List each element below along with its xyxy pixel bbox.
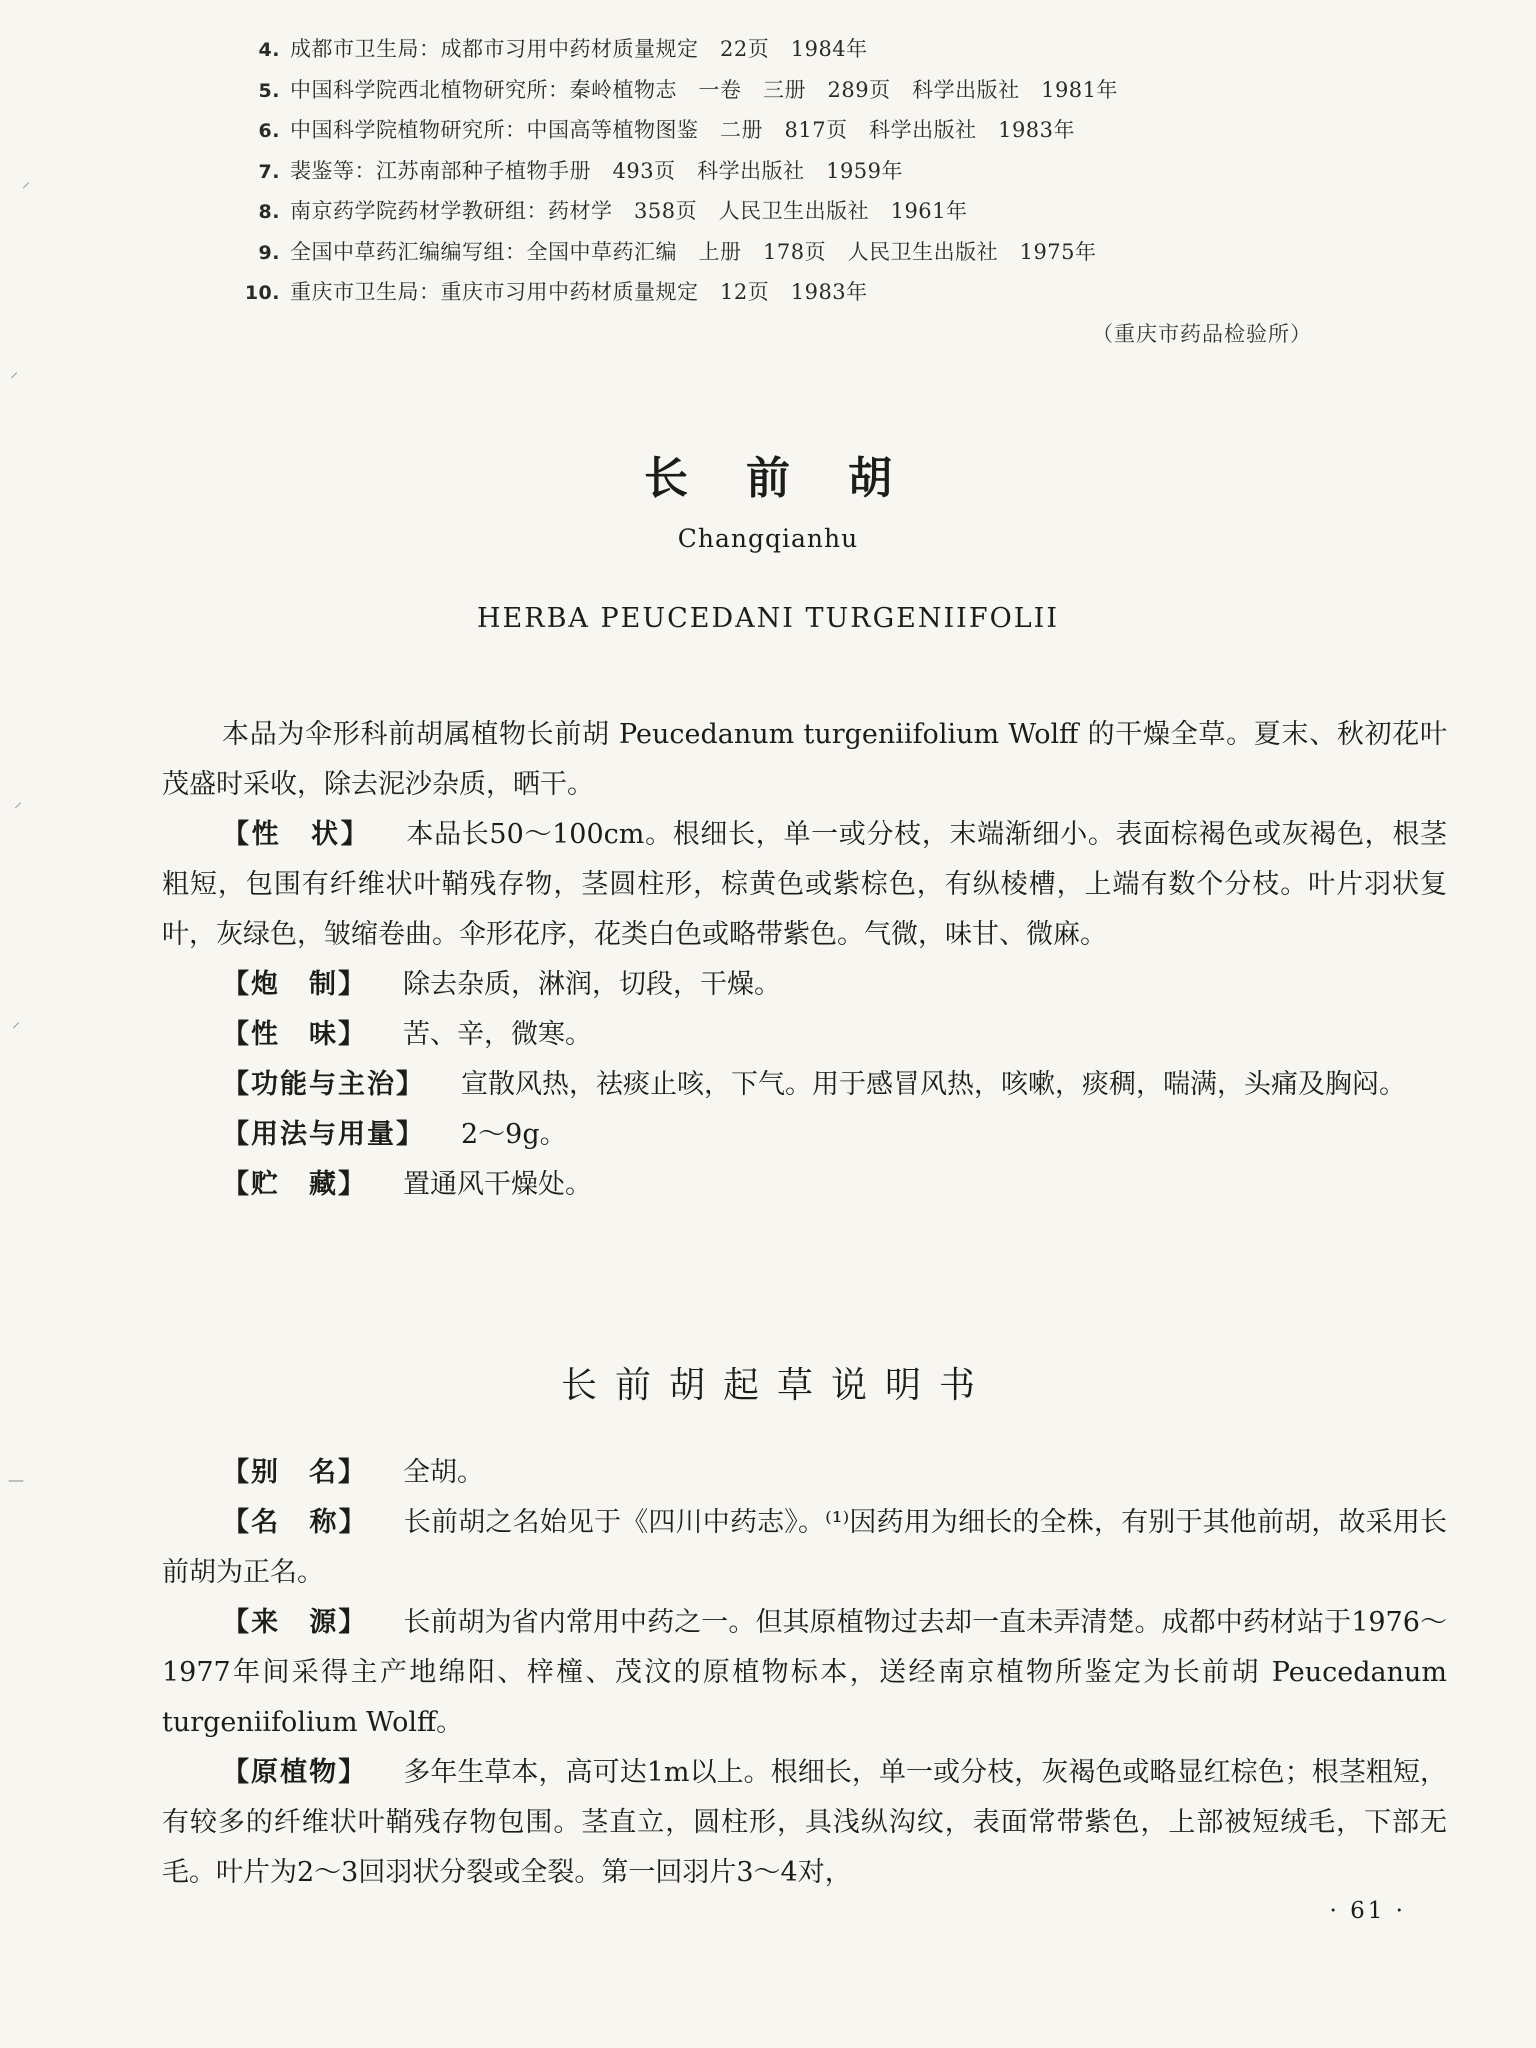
reference-number: 4. [258,39,280,61]
attribution: （重庆市药品检验所） [1092,322,1312,346]
monograph-pinyin: Changqianhu [677,524,859,553]
reference-item [224,30,1364,71]
page-number: · 61 · [1329,1898,1406,1924]
reference-text: 全国中草药汇编编写组：全国中草药汇编 上册 178页 人民卫生出版社 1975年 [290,239,1097,264]
reference-text: 裴鉴等：江苏南部种子植物手册 493页 科学出版社 1959年 [290,158,904,183]
reference-item [224,233,1364,274]
reference-item [224,192,1364,233]
source-text: 长前胡为省内常用中药之一。但其原植物过去却一直未弄清楚。成都中药材站于1976～1977年间采得主产地绵阳、梓橦、茂汶的原植物标本，送经南京植物所鉴定为长前胡 Peucedanum turgeniifolium Wolff。 [162,1607,1447,1738]
reference-item [224,273,1364,314]
nature-field [162,1010,1447,1060]
properties-field [162,810,1447,960]
source-label: 【来 源】 [222,1607,368,1638]
functions-text: 宣散风热，祛痰止咳，下气。用于感冒风热，咳嗽，痰稠，喘满，头痛及胸闷。 [461,1069,1406,1100]
scan-mark: ⸝ [22,172,31,191]
reference-item [224,111,1364,152]
nature-text: 苦、辛，微寒。 [403,1019,592,1050]
scan-mark: — [8,1470,24,1489]
reference-number: 7. [258,160,280,183]
scan-mark: ⸝ [14,792,23,811]
functions-field [162,1060,1447,1110]
reference-number: 10. [244,282,280,304]
intro-paragraph: 本品为伞形科前胡属植物长前胡 Peucedanum turgeniifolium Wolff 的干燥全草。夏末、秋初花叶茂盛时采收，除去泥沙杂质，晒干。 [162,719,1447,800]
reference-text: 南京药学院药材学教研组：药材学 358页 人民卫生出版社 1961年 [290,199,968,223]
scan-mark: ⸝ [12,1012,21,1031]
reference-number: 5. [258,79,280,102]
drafting-notes-title: 长前胡起草说明书 [560,1365,993,1406]
properties-label: 【性 状】 [222,819,371,850]
reference-text: 重庆市卫生局：重庆市习用中药材质量规定 12页 1983年 [290,280,868,304]
name-label: 【名 称】 [222,1507,368,1538]
reference-number: 8. [258,201,280,223]
name-text: 长前胡之名始见于《四川中药志》。⁽¹⁾因药用为细长的全株，有别于其他前胡，故采用长前胡为正名。 [162,1507,1448,1588]
processing-field [162,960,1447,1010]
nature-label: 【性 味】 [222,1019,367,1050]
alias-field [162,1448,1447,1498]
storage-label: 【贮 藏】 [222,1169,367,1200]
reference-number: 6. [258,120,280,142]
alias-text: 全胡。 [403,1457,484,1488]
plant-field [162,1748,1447,1898]
processing-text: 除去杂质，淋润，切段，干燥。 [403,969,781,1000]
reference-text: 中国科学院植物研究所：中国高等植物图鉴 二册 817页 科学出版社 1983年 [290,118,1076,142]
storage-field [162,1160,1447,1210]
name-field [162,1498,1447,1598]
functions-label: 【功能与主治】 [222,1069,425,1100]
dosage-label: 【用法与用量】 [222,1119,425,1150]
reference-item [224,71,1364,112]
monograph-latin-name: HERBA PEUCEDANI TURGENIIFOLII [477,603,1059,634]
scan-mark: ⸝ [10,362,19,381]
reference-number: 9. [258,241,280,264]
monograph-body [162,710,1447,1210]
reference-text: 成都市卫生局：成都市习用中药材质量规定 22页 1984年 [290,37,868,61]
plant-label: 【原植物】 [222,1757,368,1788]
processing-label: 【炮 制】 [222,969,367,1000]
dosage-text: 2～9g。 [461,1119,567,1150]
plant-text: 多年生草本，高可达1m以上。根细长，单一或分枝，灰褐色或略显红棕色；根茎粗短，有较多的纤维状叶鞘残存物包围。茎直立，圆柱形，具浅纵沟纹，表面常带紫色，上部被短绒毛，下部无毛。叶片为2～3回羽状分裂或全裂。第一回羽片3～4对， [162,1757,1447,1888]
drafting-notes-body [162,1448,1447,1898]
reference-text: 中国科学院西北植物研究所：秦岭植物志 一卷 三册 289页 科学出版社 1981年 [290,77,1119,102]
reference-list [224,30,1364,314]
alias-label: 【别 名】 [222,1457,367,1488]
source-field [162,1598,1447,1748]
reference-item [224,152,1364,193]
properties-text: 本品长50～100cm。根细长，单一或分枝，末端渐细小。表面棕褐色或灰褐色，根茎粗短，包围有纤维状叶鞘残存物，茎圆柱形，棕黄色或紫棕色，有纵棱槽，上端有数个分枝。叶片羽状复叶，灰绿色，皱缩卷曲。伞形花序，花类白色或略带紫色。气微，味甘、微麻。 [162,819,1447,950]
storage-text: 置通风干燥处。 [403,1169,592,1200]
dosage-field [162,1110,1447,1160]
monograph-title: 长前胡 [644,453,950,504]
